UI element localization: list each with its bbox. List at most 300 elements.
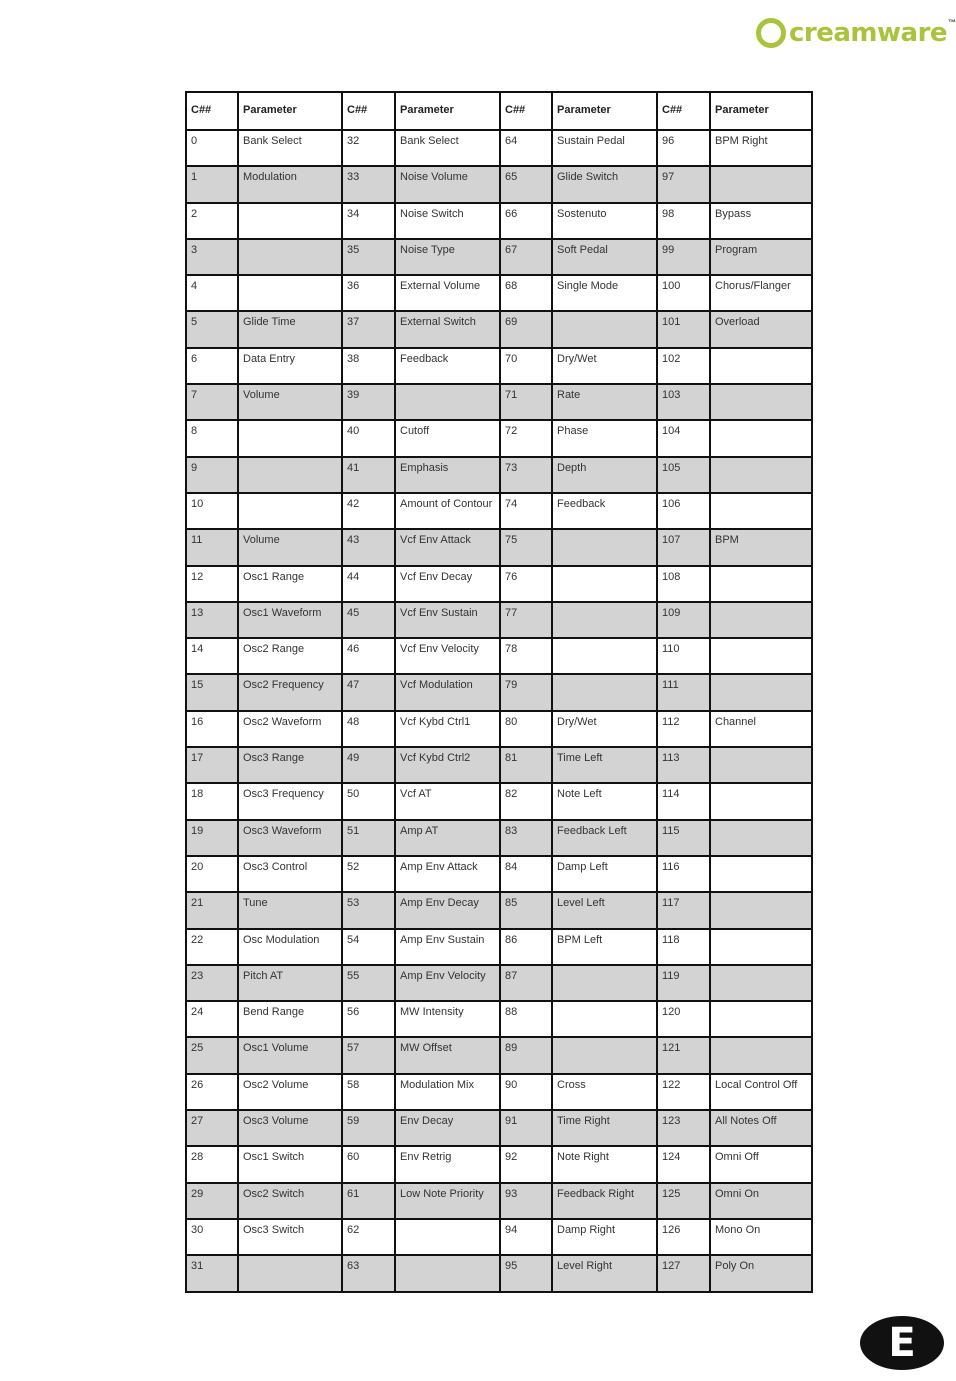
parameter-cell: Osc2 Switch — [238, 1183, 342, 1219]
cc-number-cell: 83 — [500, 820, 552, 856]
cc-number-cell: 75 — [500, 529, 552, 565]
cc-number-cell: 82 — [500, 783, 552, 819]
logo-ring-icon — [756, 18, 786, 48]
table-row — [186, 1255, 812, 1291]
parameter-cell — [238, 420, 342, 456]
parameter-cell — [710, 457, 812, 493]
cc-number-cell: 55 — [342, 965, 395, 1001]
cc-number-cell: 107 — [657, 529, 710, 565]
parameter-cell: Vcf Kybd Ctrl1 — [395, 711, 500, 747]
parameter-cell: Tune — [238, 892, 342, 928]
table-row — [186, 1219, 812, 1255]
parameter-cell: Amp AT — [395, 820, 500, 856]
parameter-cell: Amp Env Sustain — [395, 929, 500, 965]
parameter-cell: Feedback — [395, 348, 500, 384]
parameter-cell: Modulation Mix — [395, 1074, 500, 1110]
cc-number-cell: 47 — [342, 674, 395, 710]
cc-number-cell: 44 — [342, 566, 395, 602]
parameter-cell: Emphasis — [395, 457, 500, 493]
cc-number-cell: 52 — [342, 856, 395, 892]
parameter-cell — [238, 493, 342, 529]
cc-number-cell: 87 — [500, 965, 552, 1001]
parameter-cell — [552, 965, 657, 1001]
parameter-cell: Glide Switch — [552, 166, 657, 202]
cc-number-cell: 103 — [657, 384, 710, 420]
parameter-cell: Damp Right — [552, 1219, 657, 1255]
cc-number-cell: 85 — [500, 892, 552, 928]
parameter-cell: Osc1 Switch — [238, 1146, 342, 1182]
table-header-row — [186, 92, 812, 130]
cc-number-cell: 15 — [186, 674, 238, 710]
parameter-cell: External Switch — [395, 311, 500, 347]
cc-number-cell: 65 — [500, 166, 552, 202]
parameter-cell — [710, 493, 812, 529]
parameter-cell: MW Intensity — [395, 1001, 500, 1037]
table-row — [186, 384, 812, 420]
parameter-cell: Damp Left — [552, 856, 657, 892]
cc-number-cell: 62 — [342, 1219, 395, 1255]
parameter-cell: Volume — [238, 529, 342, 565]
parameter-cell: Level Right — [552, 1255, 657, 1291]
parameter-cell — [710, 820, 812, 856]
parameter-cell: Depth — [552, 457, 657, 493]
cc-number-cell: 95 — [500, 1255, 552, 1291]
midi-cc-table — [185, 91, 813, 1293]
parameter-cell: Osc1 Volume — [238, 1037, 342, 1073]
cc-number-cell: 27 — [186, 1110, 238, 1146]
parameter-cell: MW Offset — [395, 1037, 500, 1073]
parameter-cell — [238, 203, 342, 239]
parameter-cell: Poly On — [710, 1255, 812, 1291]
cc-number-cell: 10 — [186, 493, 238, 529]
parameter-cell: Program — [710, 239, 812, 275]
parameter-cell: Osc3 Control — [238, 856, 342, 892]
table-row — [186, 1001, 812, 1037]
table-row — [186, 348, 812, 384]
parameter-cell: Feedback Left — [552, 820, 657, 856]
cc-number-cell: 48 — [342, 711, 395, 747]
parameter-cell: Time Left — [552, 747, 657, 783]
cc-number-cell: 121 — [657, 1037, 710, 1073]
parameter-cell: Single Mode — [552, 275, 657, 311]
cc-number-cell: 2 — [186, 203, 238, 239]
cc-number-cell: 60 — [342, 1146, 395, 1182]
parameter-cell — [238, 1255, 342, 1291]
parameter-cell: Osc1 Range — [238, 566, 342, 602]
cc-number-cell: 72 — [500, 420, 552, 456]
parameter-cell — [710, 420, 812, 456]
cc-number-cell: 6 — [186, 348, 238, 384]
parameter-cell — [552, 311, 657, 347]
cc-number-cell: 37 — [342, 311, 395, 347]
cc-number-cell: 58 — [342, 1074, 395, 1110]
parameter-cell: Feedback — [552, 493, 657, 529]
cc-number-cell: 14 — [186, 638, 238, 674]
cc-number-cell: 8 — [186, 420, 238, 456]
cc-number-cell: 56 — [342, 1001, 395, 1037]
table-row — [186, 239, 812, 275]
parameter-cell: Vcf Kybd Ctrl2 — [395, 747, 500, 783]
parameter-cell: All Notes Off — [710, 1110, 812, 1146]
cc-number-cell: 94 — [500, 1219, 552, 1255]
cc-number-cell: 57 — [342, 1037, 395, 1073]
table-row — [186, 566, 812, 602]
parameter-cell — [552, 638, 657, 674]
parameter-cell: Amp Env Decay — [395, 892, 500, 928]
cc-number-cell: 93 — [500, 1183, 552, 1219]
parameter-cell — [395, 1219, 500, 1255]
parameter-cell — [238, 239, 342, 275]
cc-number-cell: 119 — [657, 965, 710, 1001]
parameter-cell: Vcf AT — [395, 783, 500, 819]
table-row — [186, 929, 812, 965]
table-row — [186, 311, 812, 347]
parameter-cell — [710, 892, 812, 928]
parameter-cell: Osc2 Waveform — [238, 711, 342, 747]
parameter-cell: Pitch AT — [238, 965, 342, 1001]
cc-number-cell: 111 — [657, 674, 710, 710]
cc-number-cell: 86 — [500, 929, 552, 965]
cc-number-cell: 106 — [657, 493, 710, 529]
cc-number-cell: 118 — [657, 929, 710, 965]
parameter-cell: Env Retrig — [395, 1146, 500, 1182]
parameter-cell — [710, 602, 812, 638]
cc-number-cell: 43 — [342, 529, 395, 565]
cc-number-cell: 96 — [657, 130, 710, 166]
cc-number-cell: 68 — [500, 275, 552, 311]
table-row — [186, 747, 812, 783]
parameter-cell — [710, 783, 812, 819]
cc-number-cell: 126 — [657, 1219, 710, 1255]
parameter-cell: Mono On — [710, 1219, 812, 1255]
parameter-cell — [552, 529, 657, 565]
table-row — [186, 602, 812, 638]
parameter-cell — [710, 965, 812, 1001]
cc-number-cell: 16 — [186, 711, 238, 747]
parameter-cell: Noise Volume — [395, 166, 500, 202]
parameter-cell: Overload — [710, 311, 812, 347]
cc-number-cell: 115 — [657, 820, 710, 856]
cc-number-cell: 84 — [500, 856, 552, 892]
cc-number-cell: 3 — [186, 239, 238, 275]
cc-number-cell: 42 — [342, 493, 395, 529]
parameter-cell: Osc1 Waveform — [238, 602, 342, 638]
parameter-cell: Osc2 Volume — [238, 1074, 342, 1110]
parameter-cell — [710, 566, 812, 602]
cc-number-cell: 89 — [500, 1037, 552, 1073]
parameter-cell: Bend Range — [238, 1001, 342, 1037]
cc-number-cell: 108 — [657, 566, 710, 602]
cc-number-cell: 26 — [186, 1074, 238, 1110]
cc-number-cell: 114 — [657, 783, 710, 819]
parameter-cell: Vcf Env Decay — [395, 566, 500, 602]
cc-number-cell: 101 — [657, 311, 710, 347]
parameter-cell — [238, 275, 342, 311]
cc-number-cell: 122 — [657, 1074, 710, 1110]
parameter-cell: BPM Left — [552, 929, 657, 965]
header-cc-number: C## — [342, 92, 395, 130]
header-parameter: Parameter — [238, 92, 342, 130]
parameter-cell: Chorus/Flanger — [710, 275, 812, 311]
cc-number-cell: 32 — [342, 130, 395, 166]
cc-number-cell: 4 — [186, 275, 238, 311]
cc-number-cell: 78 — [500, 638, 552, 674]
parameter-cell: Vcf Env Velocity — [395, 638, 500, 674]
table-row — [186, 203, 812, 239]
parameter-cell — [552, 1001, 657, 1037]
table-row — [186, 420, 812, 456]
cc-number-cell: 99 — [657, 239, 710, 275]
cc-number-cell: 110 — [657, 638, 710, 674]
parameter-cell — [552, 602, 657, 638]
cc-number-cell: 105 — [657, 457, 710, 493]
cc-number-cell: 91 — [500, 1110, 552, 1146]
cc-number-cell: 116 — [657, 856, 710, 892]
cc-number-cell: 51 — [342, 820, 395, 856]
cc-number-cell: 12 — [186, 566, 238, 602]
cc-number-cell: 70 — [500, 348, 552, 384]
parameter-cell: Time Right — [552, 1110, 657, 1146]
parameter-cell: Channel — [710, 711, 812, 747]
cc-number-cell: 24 — [186, 1001, 238, 1037]
cc-number-cell: 97 — [657, 166, 710, 202]
parameter-cell: Osc2 Range — [238, 638, 342, 674]
parameter-cell: Low Note Priority — [395, 1183, 500, 1219]
parameter-cell: Phase — [552, 420, 657, 456]
cc-number-cell: 63 — [342, 1255, 395, 1291]
cc-number-cell: 76 — [500, 566, 552, 602]
cc-number-cell: 49 — [342, 747, 395, 783]
cc-number-cell: 117 — [657, 892, 710, 928]
cc-number-cell: 79 — [500, 674, 552, 710]
cc-number-cell: 38 — [342, 348, 395, 384]
parameter-cell: Omni On — [710, 1183, 812, 1219]
cc-number-cell: 123 — [657, 1110, 710, 1146]
cc-number-cell: 19 — [186, 820, 238, 856]
parameter-cell: Volume — [238, 384, 342, 420]
parameter-cell: Modulation — [238, 166, 342, 202]
parameter-cell: Note Left — [552, 783, 657, 819]
parameter-cell: Amp Env Attack — [395, 856, 500, 892]
cc-number-cell: 18 — [186, 783, 238, 819]
cc-number-cell: 28 — [186, 1146, 238, 1182]
cc-number-cell: 11 — [186, 529, 238, 565]
parameter-cell: Bank Select — [238, 130, 342, 166]
parameter-cell: Feedback Right — [552, 1183, 657, 1219]
cc-number-cell: 7 — [186, 384, 238, 420]
cc-number-cell: 5 — [186, 311, 238, 347]
parameter-cell: Amp Env Velocity — [395, 965, 500, 1001]
table-row — [186, 856, 812, 892]
cc-number-cell: 41 — [342, 457, 395, 493]
table-row — [186, 1110, 812, 1146]
parameter-cell: Env Decay — [395, 1110, 500, 1146]
table-body — [186, 130, 812, 1292]
cc-number-cell: 100 — [657, 275, 710, 311]
header-parameter: Parameter — [710, 92, 812, 130]
cc-number-cell: 45 — [342, 602, 395, 638]
table-row — [186, 130, 812, 166]
cc-number-cell: 25 — [186, 1037, 238, 1073]
parameter-cell: Dry/Wet — [552, 348, 657, 384]
parameter-cell — [710, 1037, 812, 1073]
cc-number-cell: 34 — [342, 203, 395, 239]
table-row — [186, 529, 812, 565]
header-parameter: Parameter — [552, 92, 657, 130]
cc-number-cell: 61 — [342, 1183, 395, 1219]
cc-number-cell: 124 — [657, 1146, 710, 1182]
cc-number-cell: 35 — [342, 239, 395, 275]
parameter-cell: Cutoff — [395, 420, 500, 456]
parameter-cell: Bypass — [710, 203, 812, 239]
cc-number-cell: 112 — [657, 711, 710, 747]
cc-number-cell: 36 — [342, 275, 395, 311]
creamware-logo — [756, 14, 956, 54]
cc-number-cell: 64 — [500, 130, 552, 166]
cc-number-cell: 66 — [500, 203, 552, 239]
table-row — [186, 1146, 812, 1182]
parameter-cell: Vcf Env Attack — [395, 529, 500, 565]
parameter-cell — [710, 929, 812, 965]
cc-number-cell: 88 — [500, 1001, 552, 1037]
parameter-cell — [710, 674, 812, 710]
parameter-cell — [238, 457, 342, 493]
cc-number-cell: 71 — [500, 384, 552, 420]
cc-number-cell: 50 — [342, 783, 395, 819]
cc-number-cell: 120 — [657, 1001, 710, 1037]
language-letter: E — [888, 1320, 916, 1366]
cc-number-cell: 22 — [186, 929, 238, 965]
cc-number-cell: 80 — [500, 711, 552, 747]
cc-number-cell: 30 — [186, 1219, 238, 1255]
parameter-cell: Cross — [552, 1074, 657, 1110]
cc-number-cell: 17 — [186, 747, 238, 783]
parameter-cell — [552, 566, 657, 602]
cc-number-cell: 54 — [342, 929, 395, 965]
parameter-cell — [710, 166, 812, 202]
cc-number-cell: 109 — [657, 602, 710, 638]
cc-number-cell: 46 — [342, 638, 395, 674]
table-row — [186, 166, 812, 202]
header-cc-number: C## — [186, 92, 238, 130]
table-row — [186, 638, 812, 674]
cc-number-cell: 23 — [186, 965, 238, 1001]
cc-number-cell: 0 — [186, 130, 238, 166]
parameter-cell: Note Right — [552, 1146, 657, 1182]
parameter-cell: Sostenuto — [552, 203, 657, 239]
cc-number-cell: 21 — [186, 892, 238, 928]
parameter-cell: Rate — [552, 384, 657, 420]
cc-number-cell: 125 — [657, 1183, 710, 1219]
table-row — [186, 457, 812, 493]
parameter-cell: Omni Off — [710, 1146, 812, 1182]
cc-number-cell: 69 — [500, 311, 552, 347]
parameter-cell: External Volume — [395, 275, 500, 311]
cc-number-cell: 53 — [342, 892, 395, 928]
parameter-cell: Noise Switch — [395, 203, 500, 239]
parameter-cell: Data Entry — [238, 348, 342, 384]
cc-number-cell: 74 — [500, 493, 552, 529]
parameter-cell: Osc3 Frequency — [238, 783, 342, 819]
parameter-cell — [710, 1001, 812, 1037]
cc-number-cell: 9 — [186, 457, 238, 493]
cc-number-cell: 13 — [186, 602, 238, 638]
cc-number-cell: 33 — [342, 166, 395, 202]
table-row — [186, 275, 812, 311]
header-cc-number: C## — [657, 92, 710, 130]
parameter-cell — [395, 384, 500, 420]
parameter-cell: Vcf Env Sustain — [395, 602, 500, 638]
cc-number-cell: 40 — [342, 420, 395, 456]
cc-number-cell: 77 — [500, 602, 552, 638]
cc-number-cell: 29 — [186, 1183, 238, 1219]
parameter-cell: Level Left — [552, 892, 657, 928]
parameter-cell: Osc3 Waveform — [238, 820, 342, 856]
parameter-cell — [552, 674, 657, 710]
parameter-cell: Osc Modulation — [238, 929, 342, 965]
cc-number-cell: 90 — [500, 1074, 552, 1110]
table-row — [186, 783, 812, 819]
parameter-cell: Osc3 Switch — [238, 1219, 342, 1255]
parameter-cell: Sustain Pedal — [552, 130, 657, 166]
cc-number-cell: 59 — [342, 1110, 395, 1146]
parameter-cell: BPM — [710, 529, 812, 565]
parameter-cell: Bank Select — [395, 130, 500, 166]
table-row — [186, 1183, 812, 1219]
table-row — [186, 820, 812, 856]
cc-number-cell: 92 — [500, 1146, 552, 1182]
parameter-cell — [395, 1255, 500, 1291]
parameter-cell: Osc2 Frequency — [238, 674, 342, 710]
parameter-cell: Osc3 Range — [238, 747, 342, 783]
table-row — [186, 965, 812, 1001]
parameter-cell — [710, 638, 812, 674]
parameter-cell: Amount of Contour — [395, 493, 500, 529]
cc-number-cell: 39 — [342, 384, 395, 420]
parameter-cell: Soft Pedal — [552, 239, 657, 275]
parameter-cell — [552, 1037, 657, 1073]
cc-number-cell: 104 — [657, 420, 710, 456]
parameter-cell: Vcf Modulation — [395, 674, 500, 710]
cc-number-cell: 127 — [657, 1255, 710, 1291]
table-row — [186, 1074, 812, 1110]
cc-number-cell: 81 — [500, 747, 552, 783]
logo-wordmark: creamware — [789, 18, 948, 48]
parameter-cell — [710, 348, 812, 384]
parameter-cell — [710, 747, 812, 783]
parameter-cell: Osc3 Volume — [238, 1110, 342, 1146]
cc-number-cell: 20 — [186, 856, 238, 892]
parameter-cell — [710, 856, 812, 892]
cc-number-cell: 113 — [657, 747, 710, 783]
parameter-cell: Local Control Off — [710, 1074, 812, 1110]
parameter-cell: Glide Time — [238, 311, 342, 347]
header-cc-number: C## — [500, 92, 552, 130]
parameter-cell: Dry/Wet — [552, 711, 657, 747]
parameter-cell: BPM Right — [710, 130, 812, 166]
table-row — [186, 493, 812, 529]
table-row — [186, 674, 812, 710]
table-row — [186, 711, 812, 747]
cc-number-cell: 73 — [500, 457, 552, 493]
cc-number-cell: 31 — [186, 1255, 238, 1291]
language-badge — [860, 1316, 944, 1370]
cc-number-cell: 67 — [500, 239, 552, 275]
parameter-cell: Noise Type — [395, 239, 500, 275]
cc-number-cell: 102 — [657, 348, 710, 384]
parameter-cell — [710, 384, 812, 420]
cc-number-cell: 98 — [657, 203, 710, 239]
